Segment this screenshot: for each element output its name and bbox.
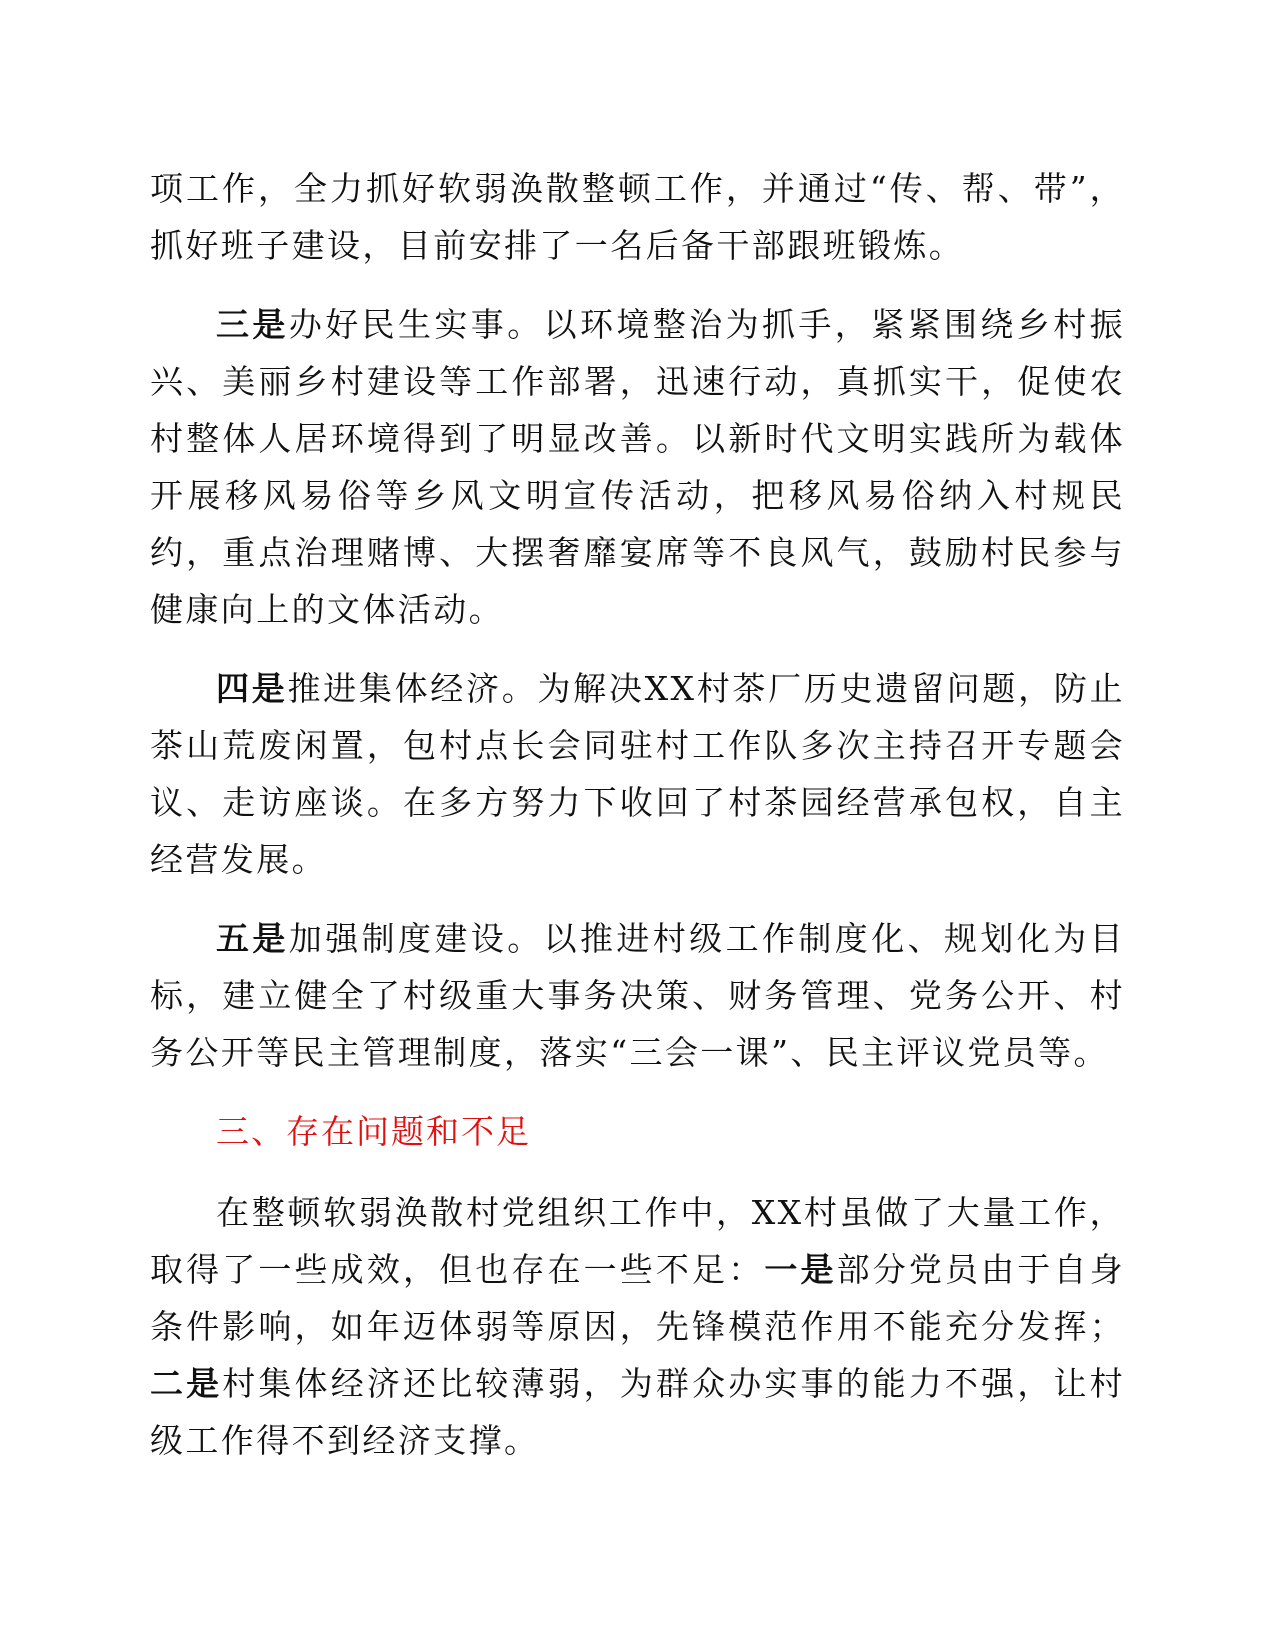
- paragraph-5-text-c: 村集体经济还比较薄弱，为群众办实事的能力不强，让村级工作得不到经济支撑。: [150, 1364, 1125, 1460]
- paragraph-5-lead-a: 一是: [764, 1250, 837, 1289]
- paragraph-3: [150, 660, 1125, 888]
- paragraph-4-lead: 五是: [216, 919, 289, 958]
- paragraph-3-lead: 四是: [216, 669, 288, 708]
- paragraph-4: [150, 910, 1125, 1081]
- section-heading: 三、存在问题和不足: [216, 1112, 531, 1151]
- paragraph-1: [150, 160, 1125, 274]
- paragraph-5: [150, 1184, 1125, 1469]
- paragraph-5-text-b: 部分党员由于自身条件影响，如年迈体弱等原因，先锋模范作用不能充分发挥；: [150, 1250, 1125, 1346]
- paragraph-5-lead-b: 二是: [150, 1364, 223, 1403]
- paragraph-2-lead: 三是: [216, 305, 289, 344]
- paragraph-2: [150, 296, 1125, 638]
- paragraph-1-text: 项工作，全力抓好软弱涣散整顿工作，并通过“传、帮、带”，抓好班子建设，目前安排了一名后备干部跟班锻炼。: [150, 169, 1125, 265]
- paragraph-5-text-a: 在整顿软弱涣散村党组织工作中，XX村虽做了大量工作，取得了一些成效，但也存在一些不足：: [150, 1193, 1125, 1289]
- paragraph-4-text: 加强制度建设。以推进村级工作制度化、规划化为目标，建立健全了村级重大事务决策、财务管理、党务公开、村务公开等民主管理制度，落实“三会一课”、民主评议党员等。: [150, 919, 1125, 1072]
- paragraph-3-text: 推进集体经济。为解决XX村茶厂历史遗留问题，防止茶山荒废闲置，包村点长会同驻村工作队多次主持召开专题会议、走访座谈。在多方努力下收回了村茶园经营承包权，自主经营发展。: [150, 669, 1125, 879]
- paragraph-2-text: 办好民生实事。以环境整治为抓手，紧紧围绕乡村振兴、美丽乡村建设等工作部署，迅速行动，真抓实干，促使农村整体人居环境得到了明显改善。以新时代文明实践所为载体开展移风易俗等乡风文明宣传活动，把移风易俗纳入村规民约，重点治理赌博、大摆奢靡宴席等不良风气，鼓励村民参与健康向上的文体活动。: [150, 305, 1125, 629]
- document-body: [150, 160, 1125, 1491]
